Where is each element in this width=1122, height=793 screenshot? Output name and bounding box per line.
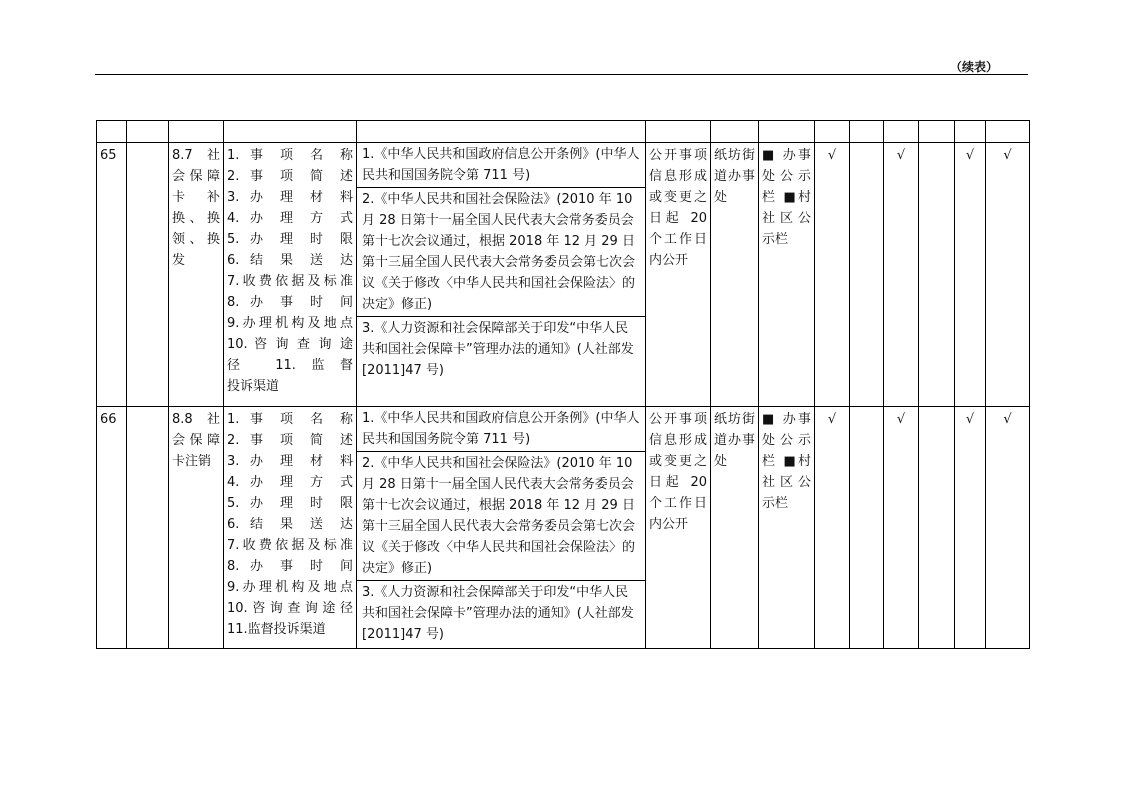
check-mark: √	[815, 143, 850, 407]
time-limit: 公开事项信息形成或变更之日起 20 个工作日内公开	[646, 407, 711, 649]
header-rule	[95, 74, 1028, 75]
disclosure-content: 1. 事 项 名 称 2. 事 项 简 述 3. 办 理 材 料 4. 办 理 方 式 5. 办 理 时 限 6. 结 果 送 达 7.收费依据及标准 8. 办 事 时 间 9.办理机构及地点 10. 咨 询 查 询 途 径 11.监督 投诉渠道	[224, 143, 357, 407]
check-mark: √	[986, 407, 1030, 649]
continued-label: （续表）	[949, 60, 998, 74]
check-mark: √	[955, 143, 986, 407]
check-mark: √	[986, 143, 1030, 407]
blank-header-row	[97, 121, 1030, 143]
law-3: 3.《人力资源和社会保障部关于印发“中华人民共和国社会保障卡”管理办法的通知》(人社部发[2011]47 号)	[362, 585, 634, 642]
law-2: 2.《中华人民共和国社会保险法》(2010 年 10 月 28 日第十一届全国人民代表大会常务委员会第十七次会议通过，根据 2018 年 12 月 29 日第十三届全国人民代表大会常务委员会第七次会议《关于修改〈中华人民共和国社会保险法〉的决定》修正)	[357, 452, 645, 581]
legal-basis	[357, 143, 646, 407]
disclosure-content: 1. 事 项 名 称 2. 事 项 简 述 3. 办 理 材 料 4. 办 理 方 式 5. 办 理 时 限 6. 结 果 送 达 7.收费依据及标准 8. 办 事 时 间 9.办理机构及地点 10.咨询查询途径 11.监督投诉渠道	[224, 407, 357, 649]
check-mark: √	[884, 143, 919, 407]
check-mark	[850, 407, 884, 649]
check-mark	[919, 143, 955, 407]
check-mark: √	[884, 407, 919, 649]
row-number: 65	[97, 143, 127, 407]
disclosure-table	[96, 120, 1030, 649]
law-1: 1.《中华人民共和国政府信息公开条例》(中华人民共和国国务院令第 711 号)	[357, 143, 645, 188]
law-2: 2.《中华人民共和国社会保险法》(2010 年 10 月 28 日第十一届全国人民代表大会常务委员会第十七次会议通过，根据 2018 年 12 月 29 日第十三届全国人民代表大会常务委员会第七次会议《关于修改〈中华人民共和国社会保险法〉的决定》修正)	[357, 188, 645, 317]
table-row	[97, 407, 1030, 649]
law-3: 3.《人力资源和社会保障部关于印发“中华人民共和国社会保障卡”管理办法的通知》(人社部发[2011]47 号)	[362, 321, 634, 378]
disclosure-subject: 纸坊街道办事处	[711, 407, 759, 649]
legal-basis	[357, 407, 646, 649]
disclosure-channel: ■ 办事处公示栏 ■村社区公示栏	[759, 407, 815, 649]
check-mark: √	[955, 407, 986, 649]
check-mark	[919, 407, 955, 649]
law-1: 1.《中华人民共和国政府信息公开条例》(中华人民共和国国务院令第 711 号)	[357, 407, 645, 452]
time-limit: 公开事项信息形成或变更之日起 20 个工作日内公开	[646, 143, 711, 407]
table-row	[97, 143, 1030, 407]
item-name: 8.7 社会保障卡补换、换领、换发	[169, 143, 224, 407]
row-number: 66	[97, 407, 127, 649]
disclosure-subject: 纸坊街道办事处	[711, 143, 759, 407]
check-mark: √	[815, 407, 850, 649]
check-mark	[850, 143, 884, 407]
disclosure-channel: ■ 办事处公示栏 ■村社区公示栏	[759, 143, 815, 407]
item-name: 8.8 社会保障卡注销	[169, 407, 224, 649]
